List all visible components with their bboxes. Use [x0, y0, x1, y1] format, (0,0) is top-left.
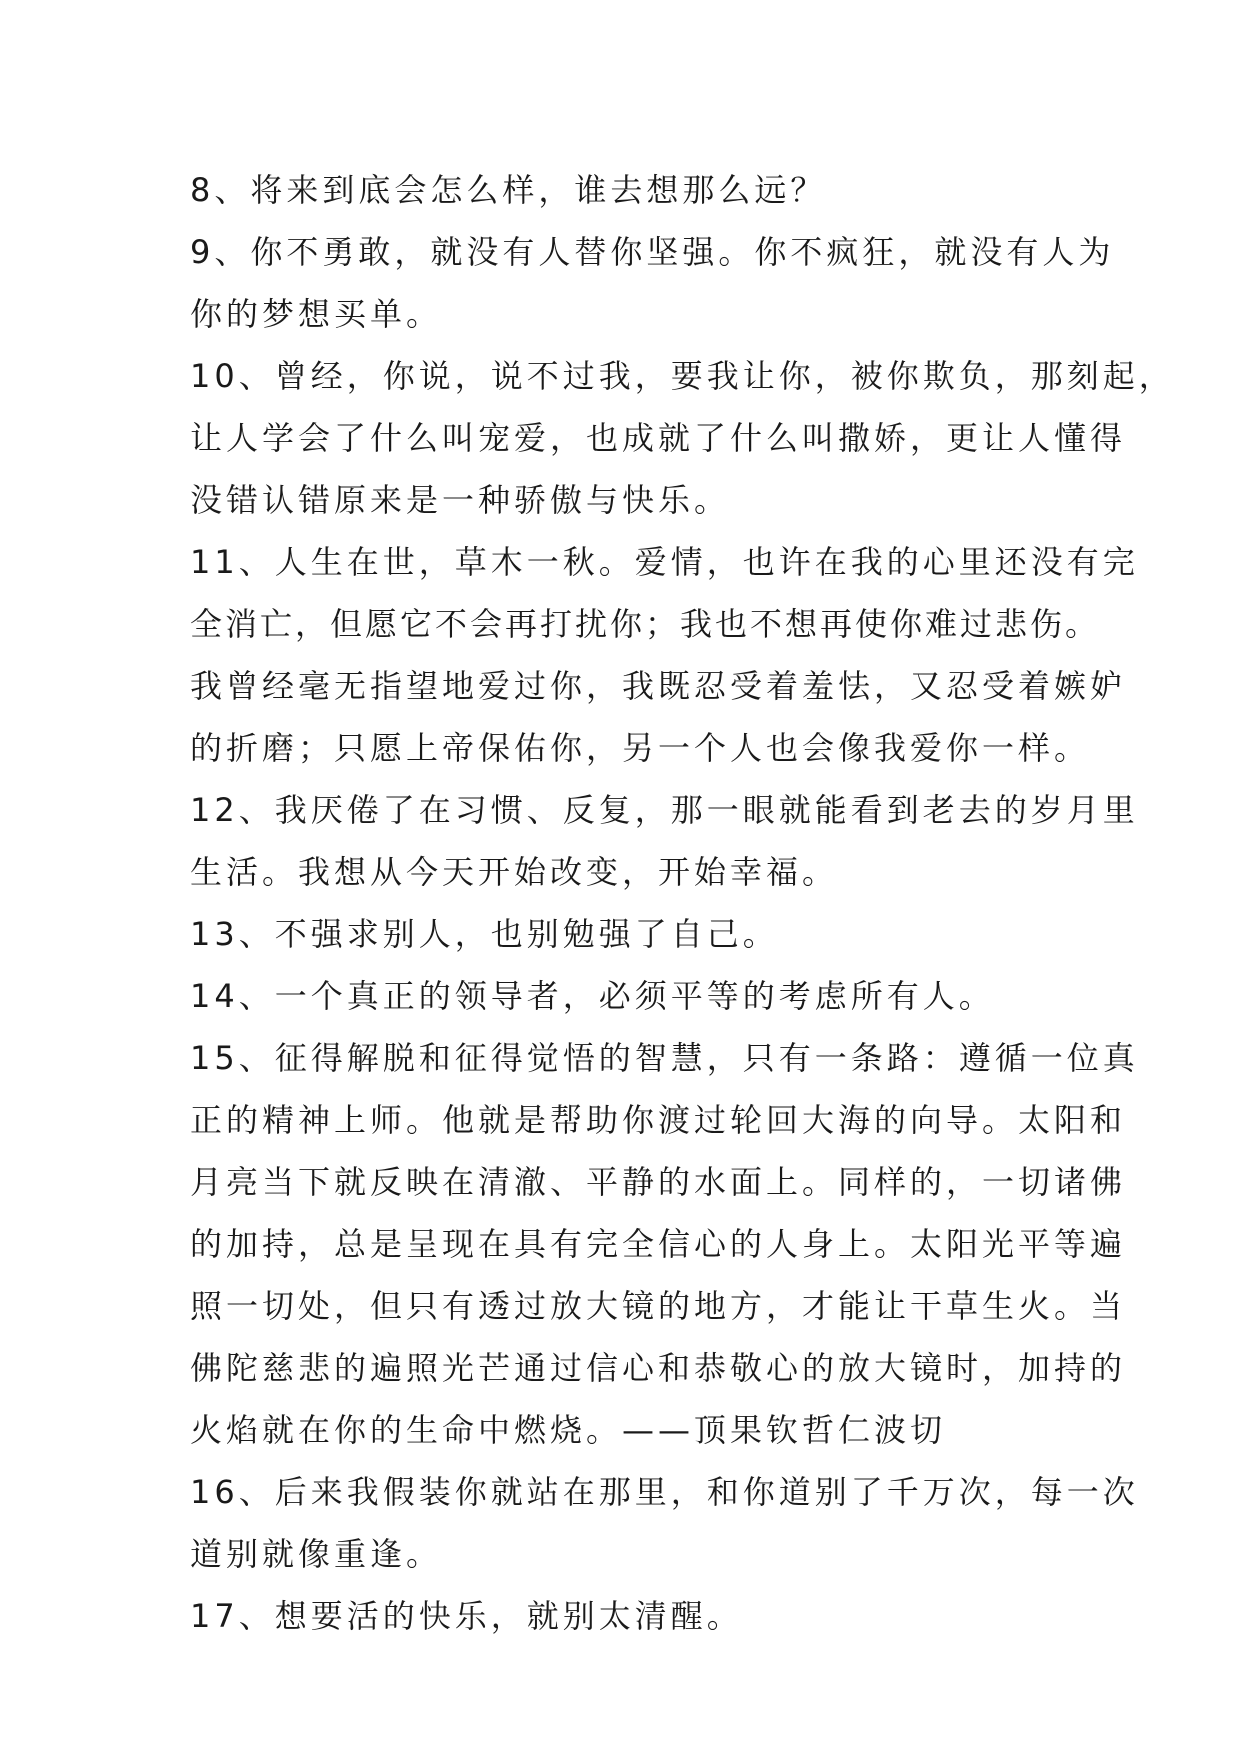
text-line: 14、一个真正的领导者，必须平等的考虑所有人。: [190, 977, 995, 1015]
text-line: 的加持，总是呈现在具有完全信心的人身上。太阳光平等遍: [190, 1225, 1127, 1263]
text-line: 照一切处，但只有透过放大镜的地方，才能让干草生火。当: [190, 1287, 1127, 1325]
text-line: 16、后来我假装你就站在那里，和你道别了千万次，每一次: [190, 1473, 1139, 1511]
text-line: 10、曾经，你说，说不过我，要我让你，被你欺负，那刻起，: [190, 357, 1175, 395]
text-line: 火焰就在你的生命中燃烧。——顶果钦哲仁波切: [190, 1411, 947, 1449]
text-line: 没错认错原来是一种骄傲与快乐。: [190, 481, 731, 519]
text-line: 全消亡，但愿它不会再打扰你；我也不想再使你难过悲伤。: [190, 605, 1101, 643]
text-line: 17、想要活的快乐，就别太清醒。: [190, 1597, 743, 1635]
text-line: 8、将来到底会怎么样，谁去想那么远？: [190, 171, 827, 209]
text-line: 你的梦想买单。: [190, 295, 443, 333]
text-line: 道别就像重逢。: [190, 1535, 443, 1573]
text-line: 的折磨；只愿上帝保佑你，另一个人也会像我爱你一样。: [190, 729, 1091, 767]
text-line: 正的精神上师。他就是帮助你渡过轮回大海的向导。太阳和: [190, 1101, 1127, 1139]
text-line: 13、不强求别人，也别勉强了自己。: [190, 915, 779, 953]
text-line: 月亮当下就反映在清澈、平静的水面上。同样的，一切诸佛: [190, 1163, 1127, 1201]
text-line: 9、你不勇敢，就没有人替你坚强。你不疯狂，就没有人为: [190, 233, 1115, 271]
text-line: 15、征得解脱和征得觉悟的智慧，只有一条路：遵循一位真: [190, 1039, 1139, 1077]
text-line: 让人学会了什么叫宠爱，也成就了什么叫撒娇，更让人懂得: [190, 419, 1127, 457]
text-line: 我曾经毫无指望地爱过你，我既忍受着羞怯，又忍受着嫉妒: [190, 667, 1127, 705]
document-body: [190, 159, 1175, 1647]
text-line: 11、人生在世，草木一秋。爱情，也许在我的心里还没有完: [190, 543, 1139, 581]
text-line: 佛陀慈悲的遍照光芒通过信心和恭敬心的放大镜时，加持的: [190, 1349, 1127, 1387]
text-line: 生活。我想从今天开始改变，开始幸福。: [190, 853, 839, 891]
text-line: 12、我厌倦了在习惯、反复，那一眼就能看到老去的岁月里: [190, 791, 1139, 829]
